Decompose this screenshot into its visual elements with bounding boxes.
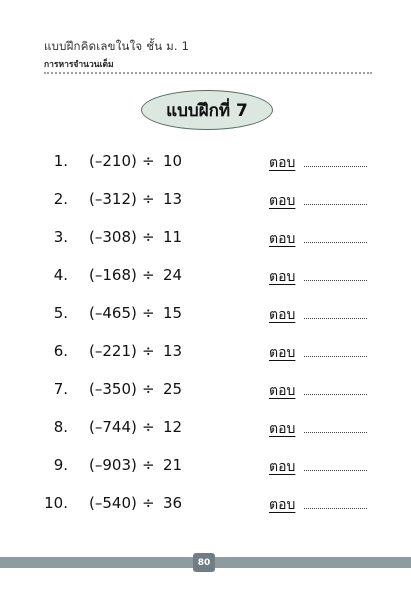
answer-label: ตอบ xyxy=(269,421,296,437)
answer-label: ตอบ xyxy=(269,345,296,361)
division-sign: ÷ xyxy=(142,152,155,170)
division-sign: ÷ xyxy=(142,418,155,436)
problem-divisor: 21 xyxy=(163,456,183,474)
answer-blank[interactable] xyxy=(304,394,367,395)
problem-row xyxy=(0,228,411,252)
header-subtitle: การหารจำนวนเต็ม xyxy=(44,60,114,70)
answer-label: ตอบ xyxy=(269,193,296,209)
problem-number: 6. xyxy=(53,342,68,360)
header-title: แบบฝึกคิดเลขในใจ ชั้น ม. 1 xyxy=(44,39,190,53)
answer-label: ตอบ xyxy=(269,155,296,171)
division-sign: ÷ xyxy=(142,380,155,398)
problem-number: 5. xyxy=(53,304,68,322)
answer-blank[interactable] xyxy=(304,318,367,319)
page-number-badge xyxy=(193,553,215,572)
division-sign: ÷ xyxy=(142,304,155,322)
problem-dividend: (–350) xyxy=(89,380,137,398)
problem-dividend: (–540) xyxy=(89,494,137,512)
header-divider xyxy=(44,72,372,74)
problem-number: 8. xyxy=(53,418,68,436)
answer-blank[interactable] xyxy=(304,470,367,471)
problem-divisor: 11 xyxy=(163,228,183,246)
problem-row xyxy=(0,456,411,480)
problem-divisor: 10 xyxy=(163,152,183,170)
division-sign: ÷ xyxy=(142,228,155,246)
problem-number: 3. xyxy=(53,228,68,246)
problem-dividend: (–465) xyxy=(89,304,137,322)
problem-dividend: (–903) xyxy=(89,456,137,474)
problem-divisor: 15 xyxy=(163,304,183,322)
problem-dividend: (–210) xyxy=(89,152,137,170)
problem-dividend: (–312) xyxy=(89,190,137,208)
problem-row xyxy=(0,418,411,442)
problem-row xyxy=(0,304,411,328)
page-number: 80 xyxy=(197,557,211,568)
problem-row xyxy=(0,494,411,518)
problem-number: 9. xyxy=(53,456,68,474)
answer-blank[interactable] xyxy=(304,166,367,167)
problem-dividend: (–744) xyxy=(89,418,137,436)
problem-divisor: 13 xyxy=(163,342,183,360)
answer-label: ตอบ xyxy=(269,307,296,323)
answer-blank[interactable] xyxy=(304,280,367,281)
division-sign: ÷ xyxy=(142,342,155,360)
problem-number: 7. xyxy=(53,380,68,398)
problem-dividend: (–308) xyxy=(89,228,137,246)
division-sign: ÷ xyxy=(142,266,155,284)
answer-blank[interactable] xyxy=(304,508,367,509)
answer-label: ตอบ xyxy=(269,497,296,513)
problem-row xyxy=(0,190,411,214)
problem-divisor: 24 xyxy=(163,266,183,284)
problem-dividend: (–221) xyxy=(89,342,137,360)
answer-blank[interactable] xyxy=(304,356,367,357)
answer-blank[interactable] xyxy=(304,242,367,243)
answer-label: ตอบ xyxy=(269,231,296,247)
answer-label: ตอบ xyxy=(269,459,296,475)
exercise-title-badge xyxy=(141,90,273,130)
problem-dividend: (–168) xyxy=(89,266,137,284)
problem-number: 1. xyxy=(53,152,68,170)
problem-number: 2. xyxy=(53,190,68,208)
problem-row xyxy=(0,380,411,404)
answer-label: ตอบ xyxy=(269,269,296,285)
answer-label: ตอบ xyxy=(269,383,296,399)
division-sign: ÷ xyxy=(142,456,155,474)
problem-number: 10. xyxy=(44,494,68,512)
division-sign: ÷ xyxy=(142,190,155,208)
problem-divisor: 36 xyxy=(163,494,183,512)
answer-blank[interactable] xyxy=(304,432,367,433)
problem-divisor: 25 xyxy=(163,380,183,398)
exercise-title: แบบฝึกที่ 7 xyxy=(166,100,248,121)
problem-number: 4. xyxy=(53,266,68,284)
problem-divisor: 12 xyxy=(163,418,183,436)
problem-divisor: 13 xyxy=(163,190,183,208)
problem-row xyxy=(0,342,411,366)
problem-row xyxy=(0,152,411,176)
answer-blank[interactable] xyxy=(304,204,367,205)
division-sign: ÷ xyxy=(142,494,155,512)
problem-row xyxy=(0,266,411,290)
